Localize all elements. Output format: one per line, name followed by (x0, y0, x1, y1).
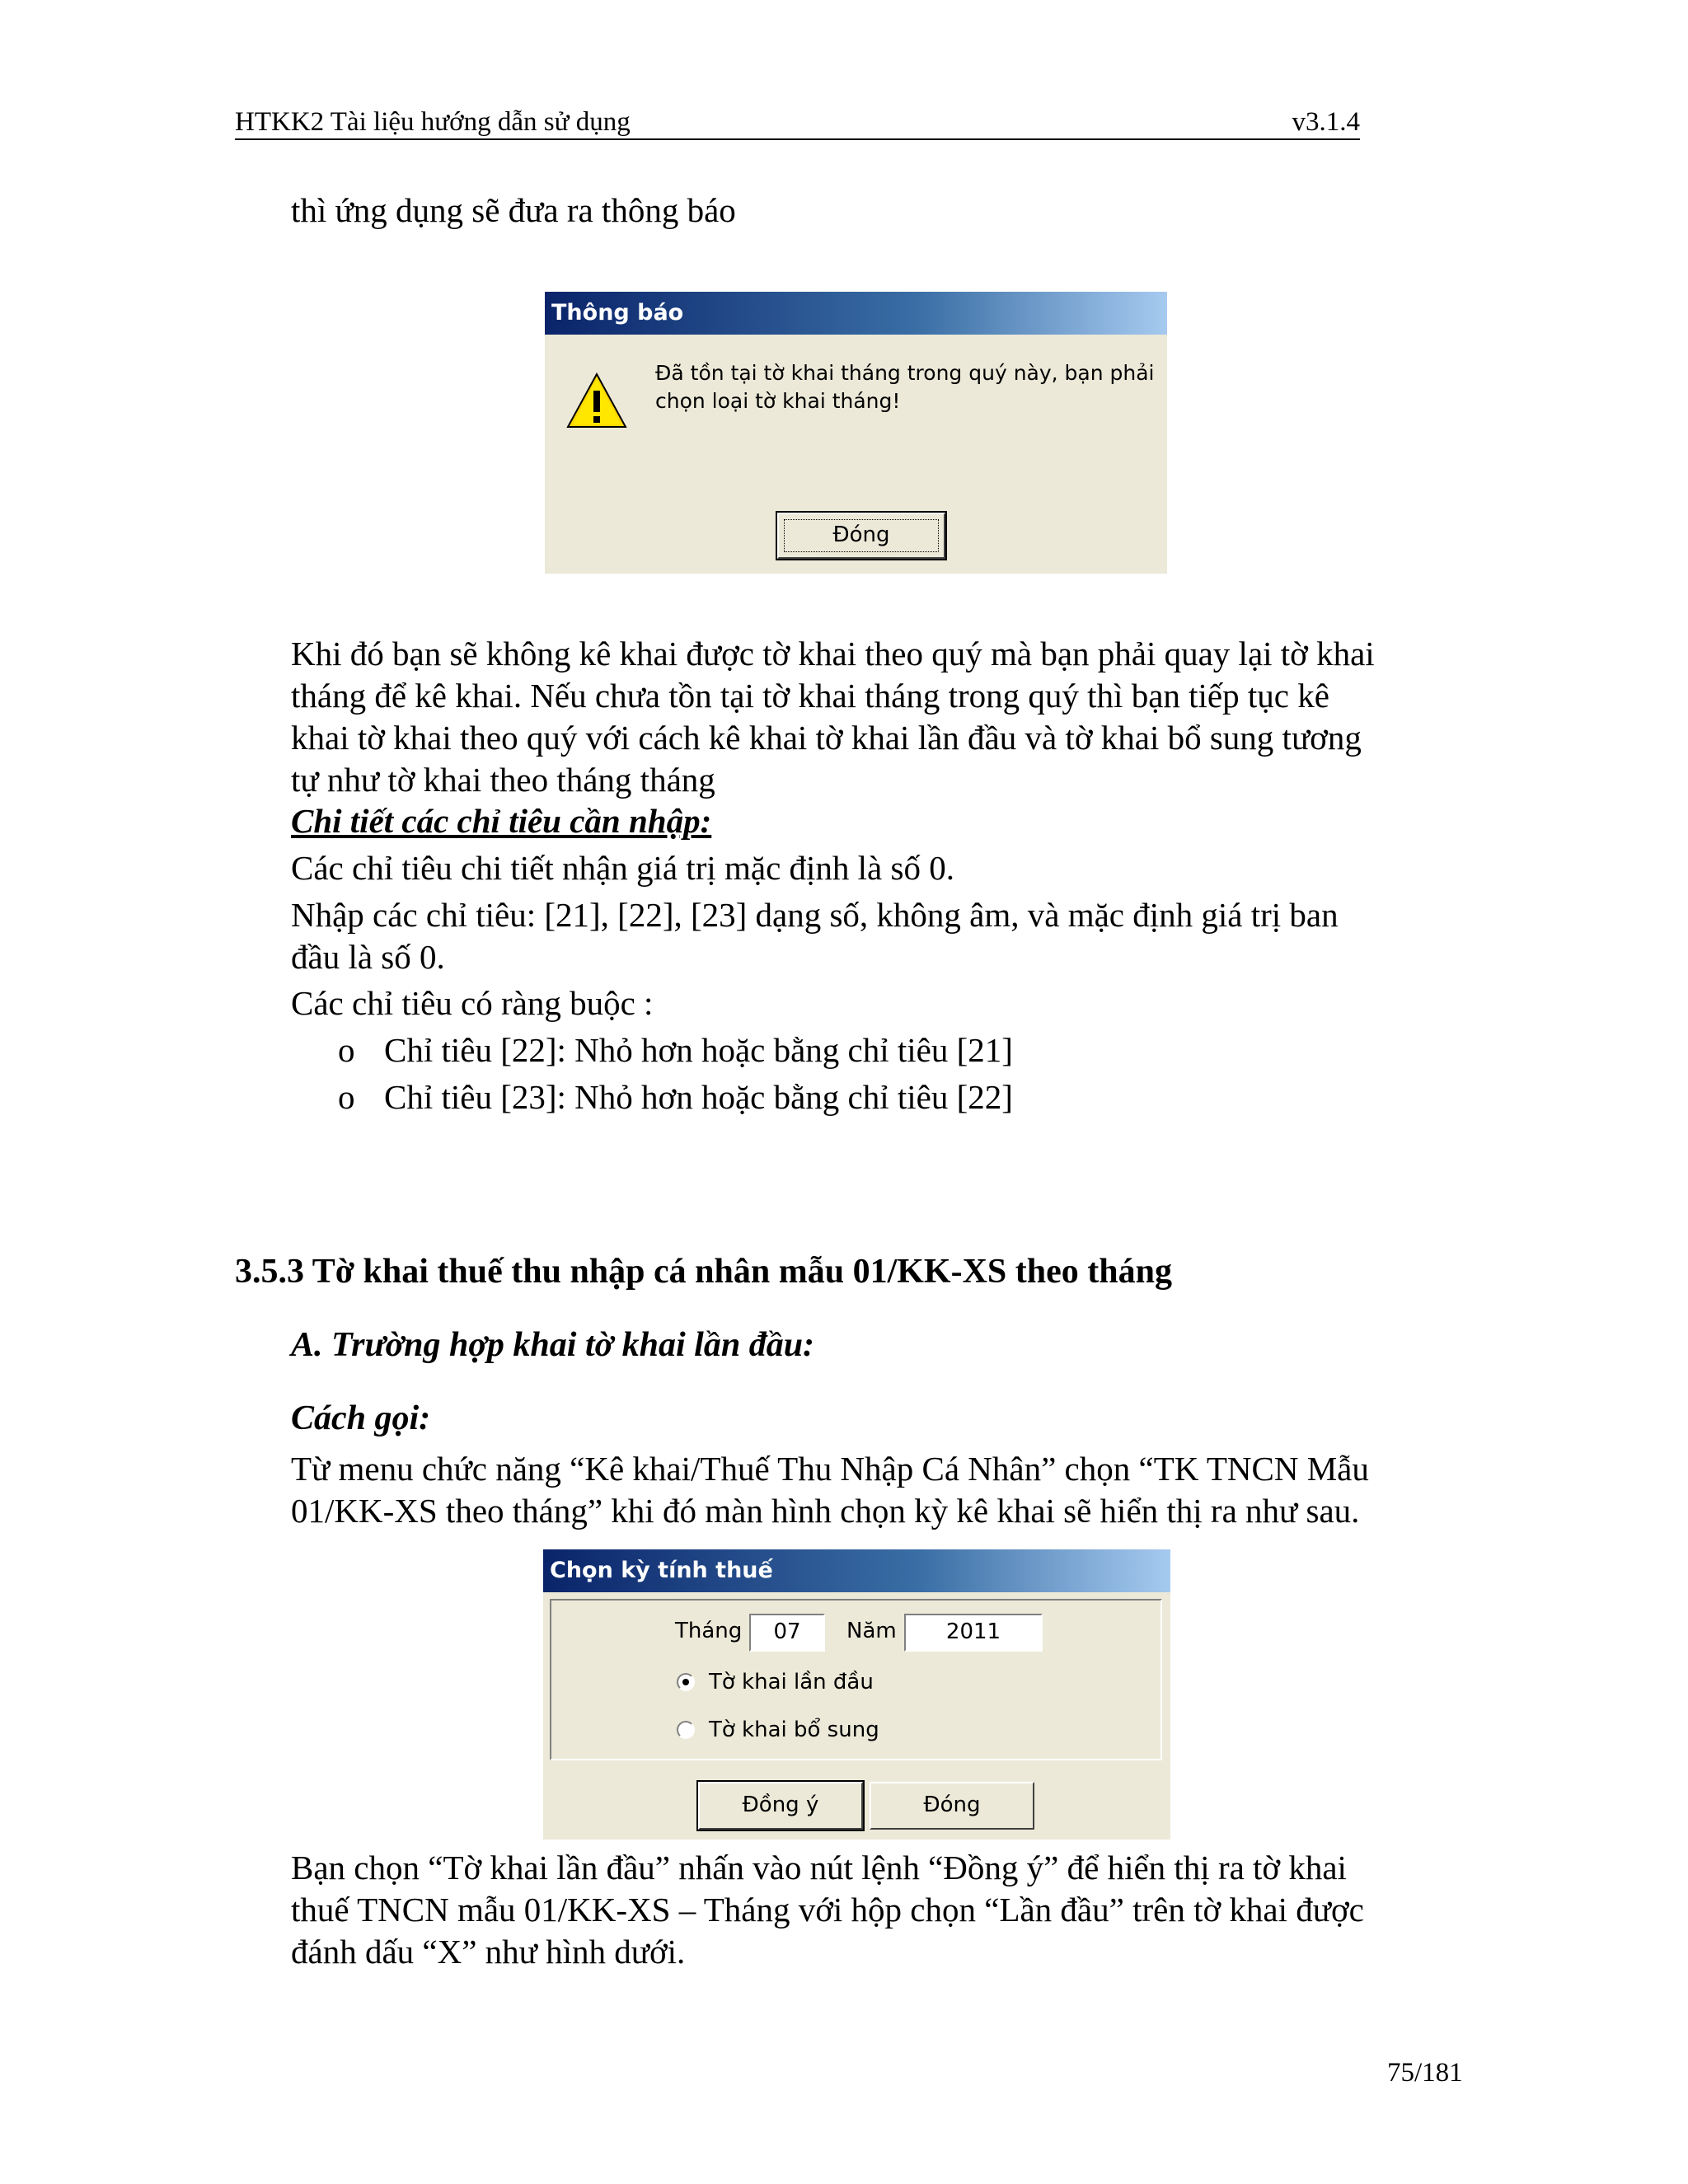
page-number: 75/181 (1387, 2058, 1463, 2088)
constraint-heading: Các chỉ tiêu có ràng buộc : (291, 984, 654, 1022)
notice-dialog-title: Thông báo (545, 292, 1167, 335)
para1-line4: tự như tờ khai theo tháng tháng (291, 761, 715, 799)
para1-line3: khai tờ khai theo quý với cách kê khai tờ khai lần đầu và tờ khai bổ sung tương (291, 719, 1362, 757)
year-label: Năm (846, 1619, 897, 1643)
close-button-label: Đóng (923, 1793, 981, 1817)
period-dialog-title: Chọn kỳ tính thuế (543, 1549, 1170, 1592)
default-value-line: Các chỉ tiêu chi tiết nhận giá trị mặc định là số 0. (291, 849, 954, 887)
subsection-heading: A. Trường hợp khai tờ khai lần đầu: (291, 1326, 815, 1364)
radio-first-declaration[interactable] (677, 1673, 695, 1691)
menu-para-line2: 01/KK-XS theo tháng” khi đó màn hình chọn kỳ kê khai sẽ hiển thị ra như sau. (291, 1492, 1360, 1530)
notice-close-button[interactable] (777, 513, 945, 559)
section-heading: 3.5.3 Tờ khai thuế thu nhập cá nhân mẫu 01/KK-XS theo tháng (235, 1253, 1172, 1291)
ok-button[interactable] (698, 1782, 863, 1830)
month-input[interactable]: 07 (749, 1614, 825, 1652)
bullet-item: Chỉ tiêu [22]: Nhỏ hơn hoặc bằng chỉ tiêu [21] (384, 1031, 1013, 1069)
year-input[interactable]: 2011 (904, 1614, 1043, 1652)
para1-line2: tháng để kê khai. Nếu chưa tồn tại tờ khai tháng trong quý thì bạn tiếp tục kê (291, 677, 1329, 715)
month-label: Tháng (675, 1619, 743, 1643)
header-version: v3.1.4 (1292, 107, 1360, 137)
radio-supplement-label: Tờ khai bổ sung (709, 1718, 879, 1742)
notice-close-label: Đóng (832, 523, 890, 547)
bullet-marker: o (338, 1078, 355, 1116)
final-para-line1: Bạn chọn “Tờ khai lần đầu” nhấn vào nút lệnh “Đồng ý” để hiển thị ra tờ khai (291, 1849, 1347, 1886)
input-line2: đầu là số 0. (291, 938, 445, 976)
bullet-marker: o (338, 1031, 355, 1069)
close-button[interactable] (870, 1782, 1034, 1830)
details-heading: Chi tiết các chỉ tiêu cần nhập: (291, 802, 712, 840)
page-header (235, 104, 1360, 140)
header-title: HTKK2 Tài liệu hướng dẫn sử dụng (235, 107, 631, 137)
notice-message-line2: chọn loại tờ khai tháng! (655, 389, 901, 413)
radio-first-label: Tờ khai lần đầu (709, 1670, 874, 1694)
final-para-line3: đánh dấu “X” như hình dưới. (291, 1933, 686, 1971)
ok-button-label: Đồng ý (742, 1793, 819, 1817)
intro-line: thì ứng dụng sẽ đưa ra thông báo (291, 191, 736, 229)
how-to-call-heading: Cách gọi: (291, 1399, 431, 1437)
warning-icon (566, 371, 627, 432)
menu-para-line1: Từ menu chức năng “Kê khai/Thuế Thu Nhập Cá Nhân” chọn “TK TNCN Mẫu (291, 1450, 1369, 1488)
period-dialog (543, 1549, 1170, 1840)
notice-dialog (545, 292, 1167, 574)
para1-line1: Khi đó bạn sẽ không kê khai được tờ khai theo quý mà bạn phải quay lại tờ khai (291, 635, 1375, 673)
notice-message-line1: Đã tồn tại tờ khai tháng trong quý này, bạn phải (655, 361, 1155, 385)
radio-supplement-declaration[interactable] (677, 1721, 695, 1739)
bullet-item: Chỉ tiêu [23]: Nhỏ hơn hoặc bằng chỉ tiêu [22] (384, 1078, 1013, 1116)
final-para-line2: thuế TNCN mẫu 01/KK-XS – Tháng với hộp chọn “Lần đầu” trên tờ khai được (291, 1891, 1364, 1929)
input-line1: Nhập các chỉ tiêu: [21], [22], [23] dạng số, không âm, và mặc định giá trị ban (291, 896, 1339, 934)
